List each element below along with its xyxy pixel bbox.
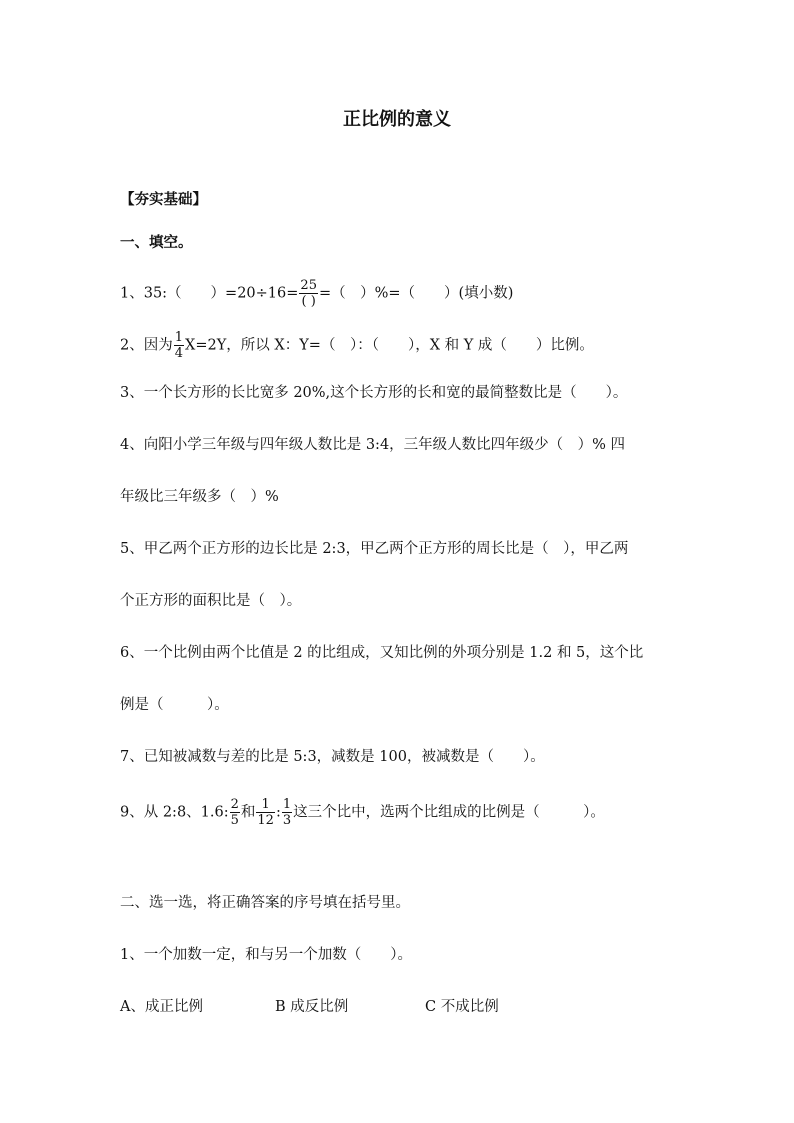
question-6-line-2: 例是（ ）。 (120, 697, 229, 713)
part2-question-1: 1、一个加数一定，和与另一个加数（ ）。 (120, 947, 412, 963)
question-7: 7、已知被减数与差的比是 5:3，减数是 100，被减数是（ ）。 (120, 749, 545, 765)
part1-heading: 一、填空。 (120, 234, 193, 251)
option-a: A、成正比例 (120, 999, 203, 1015)
q2-fraction-denominator: 4 (174, 346, 184, 361)
page-title: 正比例的意义 (343, 109, 451, 130)
part2-heading: 二、选一选，将正确答案的序号填在括号里。 (120, 895, 410, 911)
question-1 (120, 278, 513, 309)
q9-pre: 9、从 2:8、1.6: (120, 804, 229, 821)
option-c: C 不成比例 (425, 999, 499, 1015)
q9-fraction-3-denominator: 3 (282, 813, 292, 828)
q9-fraction-2-numerator: 1 (256, 797, 275, 813)
q9-fraction-1-denominator: 5 (230, 813, 239, 828)
part2-question-1-options (120, 997, 499, 1017)
question-4-line-1: 4、向阳小学三年级与四年级人数比是 3:4，三年级人数比四年级少（ ）% 四 (120, 437, 626, 453)
q9-post: 这三个比中，选两个比组成的比例是（ ）。 (293, 804, 605, 821)
q9-fraction-2-denominator: 12 (257, 813, 274, 828)
question-5-line-2: 个正方形的面积比是（ ）。 (120, 593, 302, 609)
q9-fraction-2 (256, 797, 275, 828)
q9-fraction-3-numerator: 1 (282, 797, 292, 812)
question-3: 3、一个长方形的长比宽多 20%,这个长方形的长和宽的最简整数比是（ ）。 (120, 385, 628, 401)
q9-fraction-1-numerator: 2 (230, 797, 239, 812)
q1-pre: 1、35:（ ）=20÷16= (120, 285, 299, 302)
question-2 (120, 330, 594, 361)
q1-fraction (299, 278, 318, 309)
question-5-line-1: 5、甲乙两个正方形的边长比是 2:3，甲乙两个正方形的周长比是（ ），甲乙两 (120, 541, 629, 557)
q9-colon: : (275, 804, 281, 821)
question-6-line-1: 6、一个比例由两个比值是 2 的比组成，又知比例的外项分别是 1.2 和 5，这个比 (120, 645, 644, 661)
q2-pre: 2、因为 (120, 337, 173, 354)
q9-fraction-3 (282, 797, 292, 828)
question-4-line-2: 年级比三年级多（ ）% (120, 489, 279, 505)
q2-fraction-numerator: 1 (174, 330, 184, 345)
section-label: 【夯实基础】 (120, 191, 207, 208)
q9-fraction-1 (230, 797, 240, 828)
q2-post: X=2Y，所以 X：Y=（ ）：（ ），X 和 Y 成（ ）比例。 (185, 337, 594, 354)
question-9 (120, 797, 605, 828)
q2-fraction (174, 330, 184, 361)
q1-post: =（ ）%=（ ）(填小数) (318, 285, 514, 302)
option-b: B 成反比例 (275, 999, 349, 1015)
q1-fraction-numerator: 25 (300, 278, 317, 293)
q9-and: 和 (240, 804, 256, 821)
q1-fraction-denominator: ( ) (301, 294, 316, 309)
